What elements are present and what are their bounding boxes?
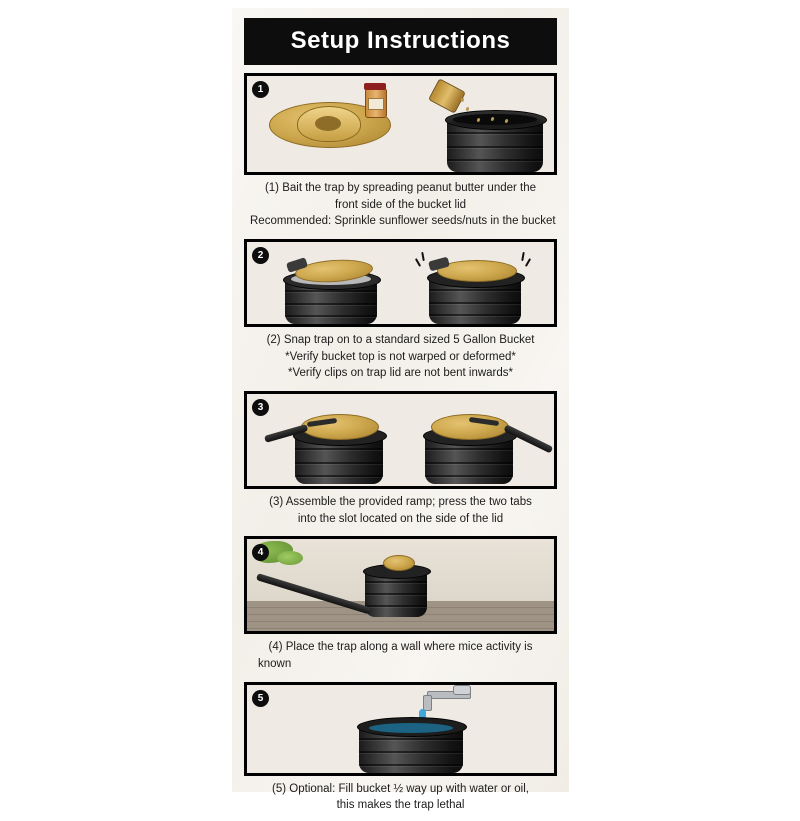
step-1-illustration — [244, 73, 557, 175]
step-1 — [244, 73, 557, 237]
bucket-water-surface — [369, 723, 453, 733]
caption-line: (2) Snap trap on to a standard sized 5 Gallon Bucket — [266, 334, 535, 347]
caption-line: Recommended: Sprinkle sunflower seeds/nuts in the bucket — [250, 215, 556, 228]
instruction-sheet — [232, 8, 569, 812]
motion-mark — [415, 258, 421, 267]
step-3-illustration — [244, 391, 557, 489]
motion-mark — [521, 252, 525, 261]
step-5-caption — [244, 776, 557, 821]
caption-line: into the slot located on the side of the lid — [297, 512, 504, 525]
step-3 — [244, 391, 557, 534]
jar-lid-icon — [364, 83, 386, 90]
caption-line: (4) Place the trap along a wall where mice activity is — [268, 641, 533, 654]
step-1-caption — [244, 175, 557, 237]
caption-line: (3) Assemble the provided ramp; press the two tabs — [269, 496, 532, 509]
faucet-spout — [423, 695, 432, 711]
caption-line: *Verify clips on trap lid are not bent inwards* — [287, 367, 513, 380]
faucet-handle-icon — [453, 685, 471, 695]
step-2-badge: 2 — [252, 247, 269, 264]
caption-line: front side of the bucket lid — [334, 198, 467, 211]
step-3-caption — [244, 489, 557, 534]
caption-line: (5) Optional: Fill bucket ½ way up with water or oil, — [272, 782, 529, 795]
step-5 — [244, 682, 557, 821]
step-2-caption — [244, 327, 557, 389]
pouring-jar — [428, 78, 466, 113]
caption-line: this makes the trap lethal — [336, 799, 465, 812]
step-4-illustration — [244, 536, 557, 634]
page-title: Setup Instructions — [244, 18, 557, 65]
seed — [460, 98, 464, 103]
step-2-illustration — [244, 239, 557, 327]
jar-label — [368, 98, 384, 110]
motion-mark — [525, 258, 531, 267]
step-3-badge: 3 — [252, 399, 269, 416]
step-5-illustration — [244, 682, 557, 776]
step-4-caption — [244, 634, 557, 679]
step-4-badge: 4 — [252, 544, 269, 561]
caption-line: (1) Bait the trap by spreading peanut butter under the — [264, 182, 537, 194]
lid-center-hole — [315, 116, 341, 131]
step-1-badge: 1 — [252, 81, 269, 98]
caption-line: *Verify bucket top is not warped or deformed* — [285, 350, 516, 363]
bucket-interior — [453, 114, 537, 125]
step-2 — [244, 239, 557, 389]
trap-lid — [301, 414, 379, 440]
caption-line: known — [258, 658, 292, 671]
motion-mark — [421, 252, 425, 261]
step-5-badge: 5 — [252, 690, 269, 707]
step-4 — [244, 536, 557, 679]
